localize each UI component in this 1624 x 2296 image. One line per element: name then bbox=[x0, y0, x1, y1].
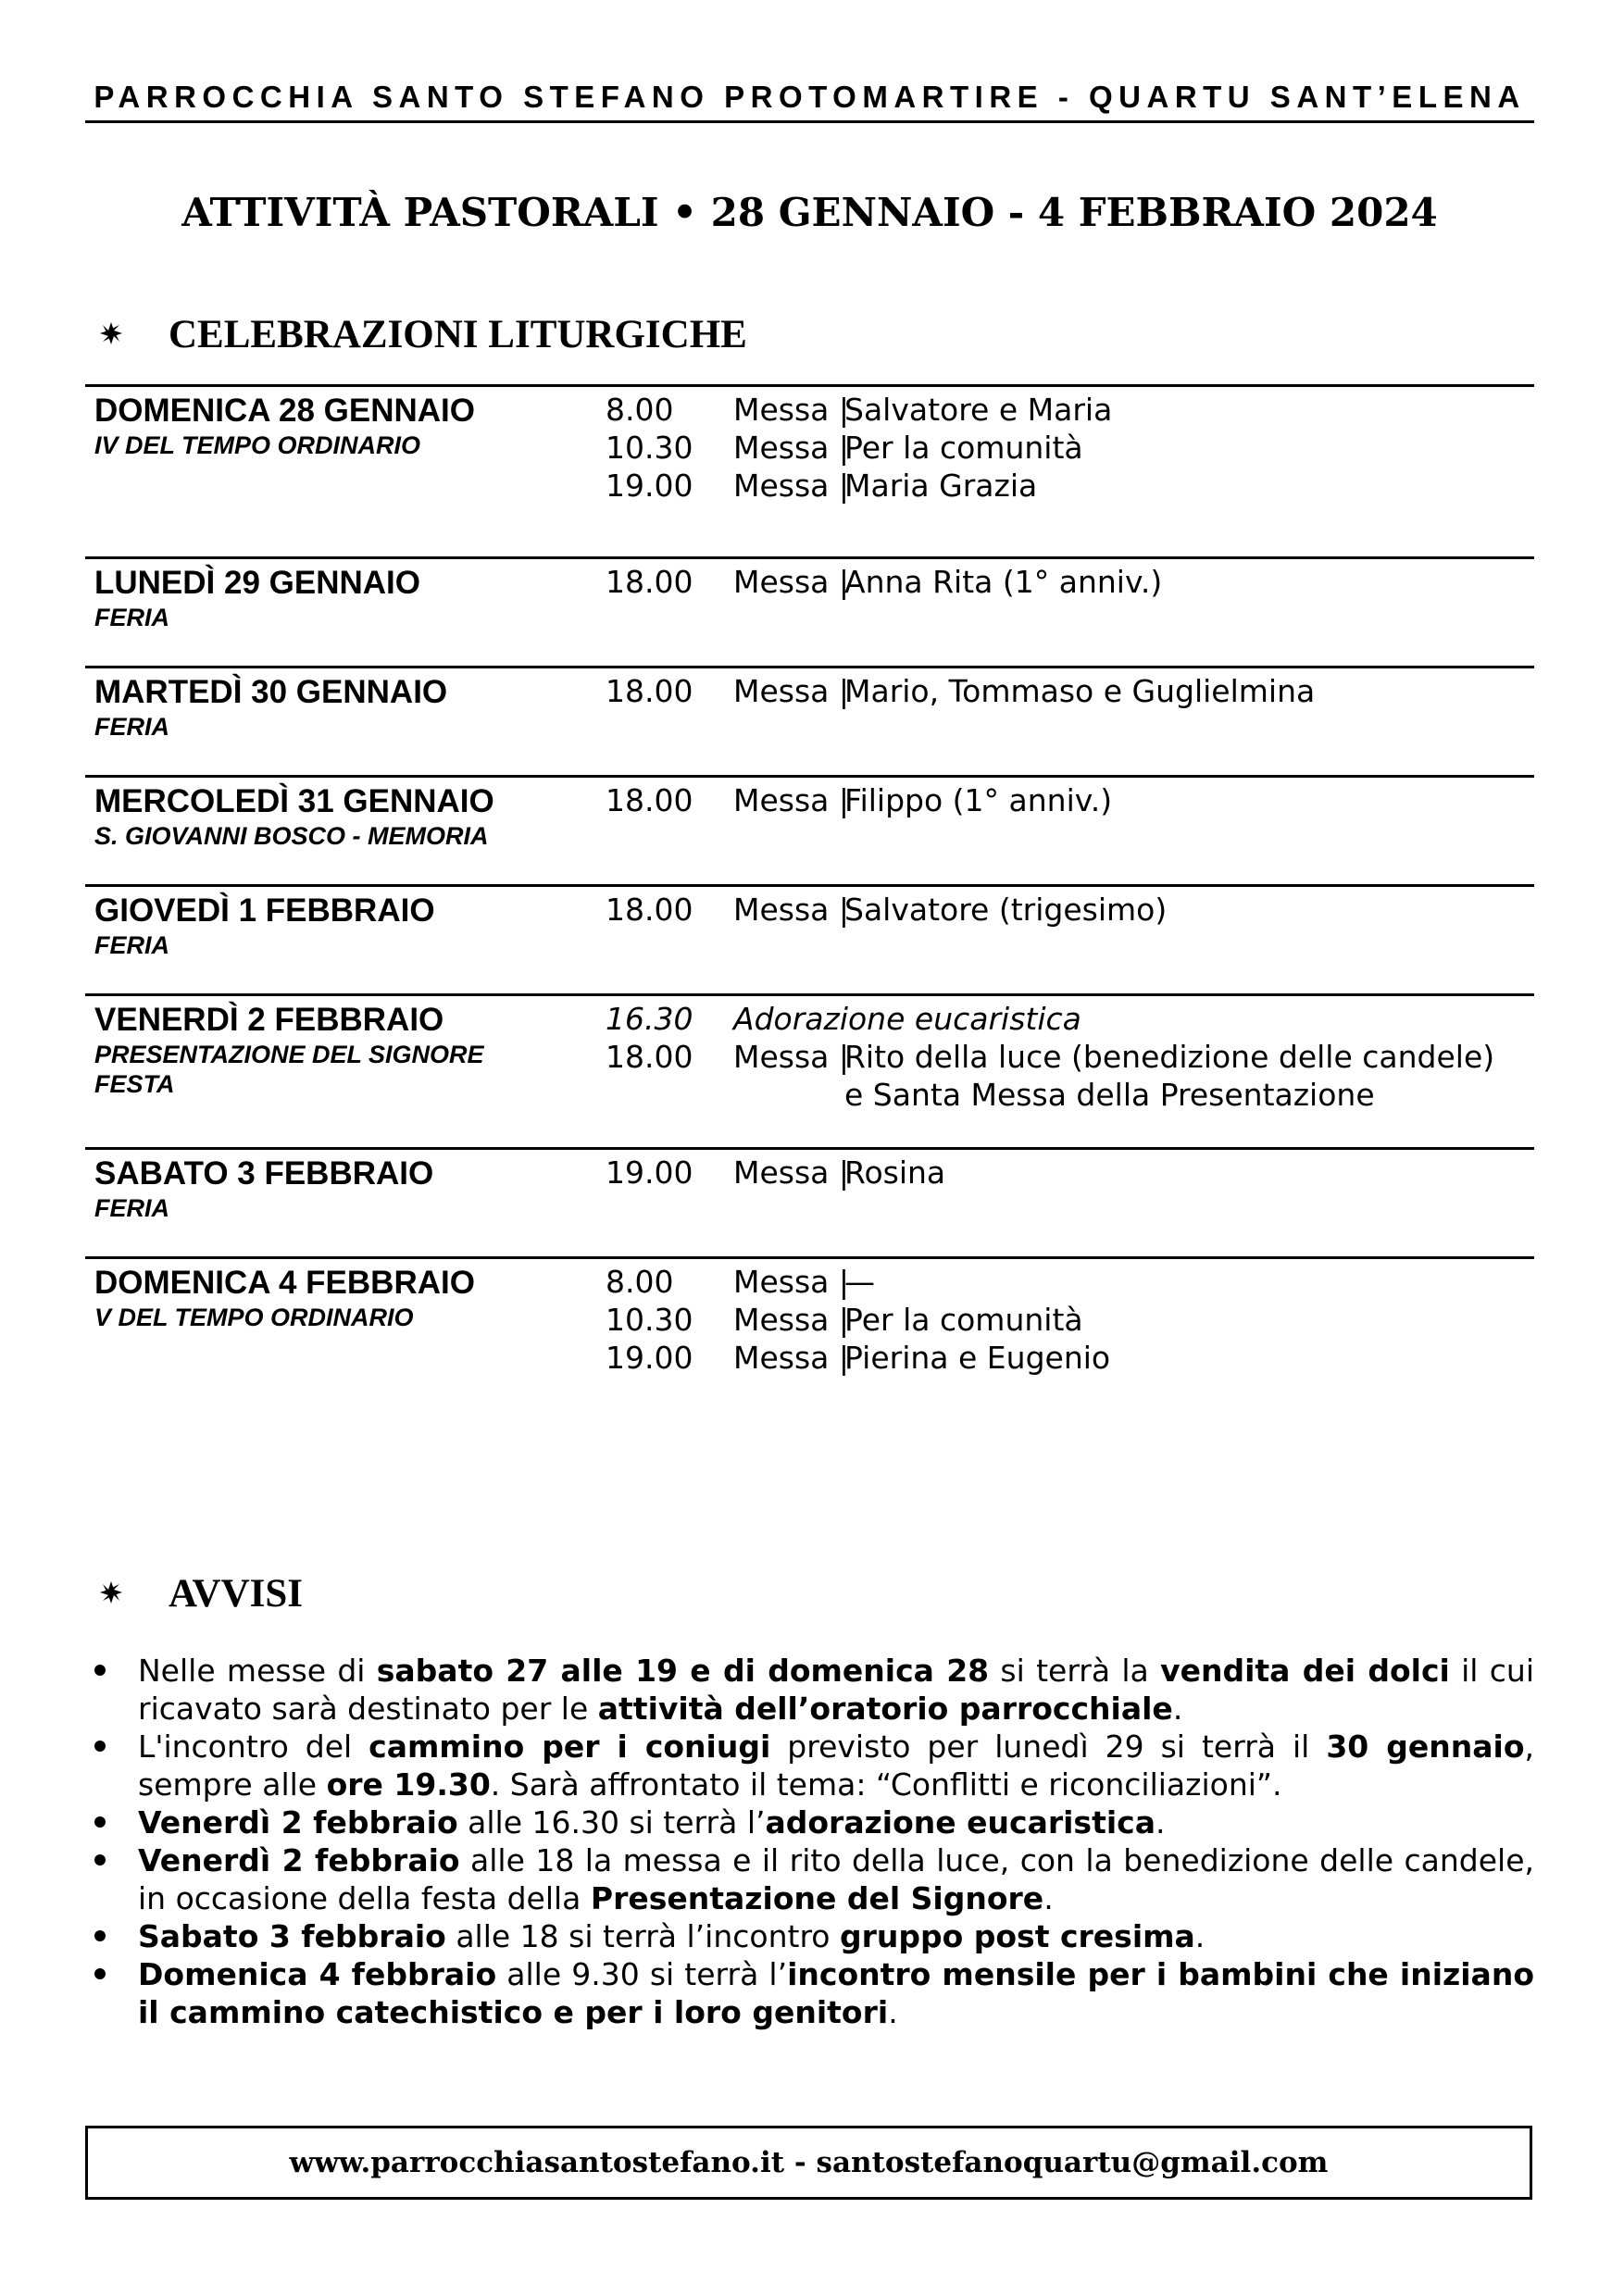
notice-item bbox=[85, 1841, 1534, 1917]
event-intention: Rosina bbox=[844, 1154, 946, 1191]
event-row bbox=[85, 429, 1534, 467]
event-intention: Maria Grazia bbox=[844, 468, 1038, 504]
day-subtitle: V DEL TEMPO ORDINARIO bbox=[94, 1304, 414, 1331]
bullet-icon bbox=[94, 1854, 106, 1866]
day-block bbox=[85, 884, 1534, 993]
event-intention: Salvatore e Maria bbox=[844, 392, 1113, 428]
day-block bbox=[85, 556, 1534, 666]
event-time: 18.00 bbox=[606, 1039, 693, 1075]
day-subtitle: FERIA bbox=[94, 931, 169, 959]
event-time: 10.30 bbox=[606, 1302, 693, 1338]
event-intention: Per la comunità bbox=[844, 430, 1083, 466]
notice-text: Venerdì 2 febbraio bbox=[138, 1804, 458, 1841]
event-intention: e Santa Messa della Presentazione bbox=[844, 1077, 1375, 1113]
event-type: Messa | bbox=[733, 1340, 849, 1376]
notice-text: incontro mensile per i bambini che iniziano il cammino catechistico e per i loro genitori bbox=[138, 1956, 1534, 2030]
notice-item bbox=[85, 1917, 1534, 1955]
day-name: MARTEDÌ 30 GENNAIO bbox=[94, 674, 448, 710]
event-row bbox=[85, 1000, 1534, 1038]
event-intention: Pierina e Eugenio bbox=[844, 1340, 1111, 1376]
event-intention: Rito della luce (benedizione delle candele) bbox=[844, 1039, 1495, 1075]
event-time: 18.00 bbox=[606, 673, 693, 709]
event-row bbox=[85, 563, 1534, 601]
notice-text: si terrà la bbox=[989, 1653, 1161, 1689]
bullet-icon bbox=[94, 1930, 106, 1941]
notices-list bbox=[85, 1652, 1534, 2031]
notice-text: alle 18 la messa e il rito della luce, con la benedizione delle candele, in occasione della festa della bbox=[138, 1842, 1534, 1916]
day-subtitle: S. GIOVANNI BOSCO - MEMORIA bbox=[94, 822, 489, 850]
notice-text: Sabato 3 febbraio bbox=[138, 1918, 446, 1954]
event-row bbox=[85, 672, 1534, 710]
parish-header: PARROCCHIA SANTO STEFANO PROTOMARTIRE - QUARTU SANT’ELENA bbox=[94, 80, 1526, 114]
notice-text: alle 18 si terrà l’incontro bbox=[445, 1918, 840, 1954]
event-row bbox=[85, 1076, 1534, 1114]
event-intention: Anna Rita (1° anniv.) bbox=[844, 564, 1163, 600]
notice-text: attività dell’oratorio parrocchiale bbox=[597, 1691, 1173, 1727]
event-row bbox=[85, 1263, 1534, 1301]
section-notices-label: AVVISI bbox=[169, 1572, 303, 1616]
event-time: 8.00 bbox=[606, 392, 674, 428]
day-name: LUNEDÌ 29 GENNAIO bbox=[94, 565, 420, 601]
event-intention: Filippo (1° anniv.) bbox=[844, 782, 1113, 818]
notice-item bbox=[85, 1652, 1534, 1728]
notice-item bbox=[85, 1803, 1534, 1841]
notice-text: . bbox=[1156, 1804, 1166, 1841]
notice-text: alle 9.30 si terrà l’ bbox=[496, 1956, 788, 1992]
event-time: 19.00 bbox=[606, 1340, 693, 1376]
event-type: Messa | bbox=[733, 1264, 849, 1300]
day-name: VENERDÌ 2 FEBBRAIO bbox=[94, 1002, 444, 1038]
bullet-icon bbox=[94, 1741, 106, 1752]
day-subtitle: FERIA bbox=[94, 604, 169, 631]
notice-text: vendita dei dolci bbox=[1160, 1653, 1450, 1689]
day-name: DOMENICA 28 GENNAIO bbox=[94, 393, 475, 429]
day-subtitle: FESTA bbox=[94, 1070, 175, 1098]
section-liturgy-heading bbox=[85, 307, 1534, 363]
notice-text: . bbox=[1043, 1880, 1054, 1916]
event-row bbox=[85, 781, 1534, 819]
notice-text: L'incontro del bbox=[138, 1728, 369, 1765]
bullet-icon bbox=[94, 1968, 106, 1979]
notice-item bbox=[85, 1728, 1534, 1803]
notice-text: 30 gennaio bbox=[1326, 1728, 1525, 1765]
event-row bbox=[85, 467, 1534, 505]
event-time: 16.30 bbox=[606, 1001, 693, 1037]
page-title: ATTIVITÀ PASTORALI • 28 GENNAIO - 4 FEBBRAIO 2024 bbox=[181, 190, 1438, 235]
day-subtitle: FERIA bbox=[94, 1194, 169, 1222]
event-type: Messa | bbox=[733, 392, 849, 428]
day-name: MERCOLEDÌ 31 GENNAIO bbox=[94, 783, 494, 819]
event-row bbox=[85, 1339, 1534, 1377]
section-notices-heading bbox=[85, 1566, 1534, 1622]
day-block bbox=[85, 993, 1534, 1147]
star-icon bbox=[98, 320, 124, 346]
event-intention: Salvatore (trigesimo) bbox=[844, 892, 1168, 928]
notice-text: Presentazione del Signore bbox=[590, 1880, 1044, 1916]
notice-text: , sempre alle bbox=[138, 1728, 1534, 1803]
day-block bbox=[85, 666, 1534, 775]
event-row bbox=[85, 1038, 1534, 1076]
notice-text: Venerdì 2 febbraio bbox=[138, 1842, 460, 1878]
day-name: DOMENICA 4 FEBBRAIO bbox=[94, 1265, 475, 1301]
notice-text: ore 19.30 bbox=[326, 1766, 491, 1803]
event-time: 10.30 bbox=[606, 430, 693, 466]
event-time: 18.00 bbox=[606, 782, 693, 818]
event-intention: — bbox=[844, 1264, 875, 1300]
day-subtitle: FERIA bbox=[94, 713, 169, 741]
notice-text: gruppo post cresima bbox=[839, 1918, 1195, 1954]
notice-text: . bbox=[888, 1994, 898, 2030]
section-liturgy-label: CELEBRAZIONI LITURGICHE bbox=[169, 313, 747, 356]
header-divider bbox=[85, 120, 1534, 123]
event-type: Messa | bbox=[733, 564, 849, 600]
event-row bbox=[85, 1154, 1534, 1192]
notice-text: cammino per i coniugi bbox=[369, 1728, 771, 1765]
event-row bbox=[85, 891, 1534, 929]
event-type: Messa | bbox=[733, 1302, 849, 1338]
bullet-icon bbox=[94, 1665, 106, 1676]
day-block bbox=[85, 775, 1534, 884]
notice-text: . Sarà affrontato il tema: “Conflitti e riconciliazioni”. bbox=[490, 1766, 1282, 1803]
notice-text: . bbox=[1194, 1918, 1206, 1954]
event-type: Messa | bbox=[733, 673, 849, 709]
event-type: Messa | bbox=[733, 430, 849, 466]
event-intention: Mario, Tommaso e Guglielmina bbox=[844, 673, 1316, 709]
notice-text: . bbox=[1172, 1691, 1183, 1727]
event-row bbox=[85, 1301, 1534, 1339]
event-intention: Per la comunità bbox=[844, 1302, 1083, 1338]
day-name: SABATO 3 FEBBRAIO bbox=[94, 1155, 434, 1192]
event-type: Messa | bbox=[733, 468, 849, 504]
notice-text: Nelle messe di bbox=[138, 1653, 377, 1689]
day-block bbox=[85, 1147, 1534, 1256]
event-type: Messa | bbox=[733, 892, 849, 928]
notice-text: il cui ricavato sarà destinato per le bbox=[138, 1653, 1534, 1727]
footer-contact: www.parrocchiasantostefano.it - santostefanoquartu@gmail.com bbox=[85, 2126, 1532, 2200]
star-icon bbox=[98, 1579, 124, 1605]
event-time: 19.00 bbox=[606, 1154, 693, 1191]
notice-text: alle 16.30 si terrà l’ bbox=[457, 1804, 766, 1841]
day-name: GIOVEDÌ 1 FEBBRAIO bbox=[94, 892, 435, 929]
day-subtitle: IV DEL TEMPO ORDINARIO bbox=[94, 431, 421, 459]
event-time: 18.00 bbox=[606, 892, 693, 928]
day-block bbox=[85, 384, 1534, 556]
event-time: 19.00 bbox=[606, 468, 693, 504]
day-subtitle: PRESENTAZIONE DEL SIGNORE bbox=[94, 1041, 484, 1068]
notice-text: previsto per lunedì 29 si terrà il bbox=[770, 1728, 1327, 1765]
event-row bbox=[85, 391, 1534, 429]
event-type: Messa | bbox=[733, 782, 849, 818]
liturgy-schedule bbox=[85, 384, 1534, 1403]
notice-text: adorazione eucaristica bbox=[765, 1804, 1156, 1841]
notice-item bbox=[85, 1955, 1534, 2031]
event-time: 8.00 bbox=[606, 1264, 674, 1300]
notice-text: Domenica 4 febbraio bbox=[138, 1956, 497, 1992]
event-time: 18.00 bbox=[606, 564, 693, 600]
event-type: Messa | bbox=[733, 1154, 849, 1191]
event-type: Messa | bbox=[733, 1039, 849, 1075]
event-type: Adorazione eucaristica bbox=[733, 1001, 1081, 1037]
notice-text: sabato 27 alle 19 e di domenica 28 bbox=[376, 1653, 990, 1689]
day-block bbox=[85, 1256, 1534, 1403]
bullet-icon bbox=[94, 1816, 106, 1828]
